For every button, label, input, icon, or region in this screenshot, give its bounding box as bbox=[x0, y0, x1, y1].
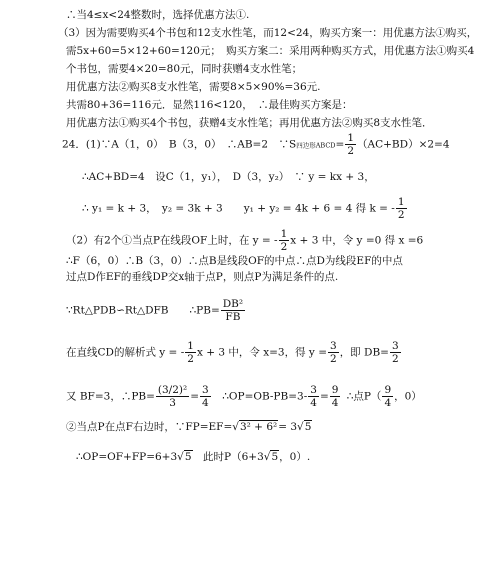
fraction: $\frac{3}{4}$ bbox=[310, 384, 317, 409]
formula-line: ∴OP=OF+FP=6+3√5 此时P（6+3√5，0）. bbox=[76, 451, 311, 463]
text-line: 用优惠方法②购买8支水性笔，需要8×5×90%=36元. bbox=[66, 81, 321, 93]
fraction: $\frac{3}{4}$ bbox=[202, 384, 209, 409]
fraction: $\frac{9}{4}$ bbox=[384, 384, 392, 409]
text-line: ∴当4≤x<24整数时，选择优惠方法①. bbox=[66, 9, 250, 21]
fraction: $\frac{9}{4}$ bbox=[331, 384, 339, 409]
sqrt: √5 bbox=[263, 451, 279, 463]
text-line: 需5x+60=5×12+60=120元； 购买方案二：采用两种购买方式，用优惠方法①购买4 bbox=[66, 45, 475, 57]
text-line: （3）因为需要购买4个书包和12支水性笔，而12<24，购买方案一：用优惠方法①购买， bbox=[58, 27, 478, 39]
fraction: $\frac{1}{2}$ bbox=[347, 132, 355, 157]
text-line: 用优惠方法①购买4个书包，获赠4支水性笔；再用优惠方法②购买8支水性笔． bbox=[66, 117, 433, 129]
fraction: $\frac{\text{(3/2)²}}{3}$ bbox=[157, 384, 188, 409]
sqrt: √5 bbox=[297, 421, 312, 433]
text-line: ∴F（6，0）∴B（3，0）∴点B是线段OF的中点∴点D为线段EF的中点 bbox=[66, 255, 403, 267]
subscript: 四边形ABCD bbox=[296, 141, 336, 150]
fraction: $\frac{3}{2}$ bbox=[391, 340, 399, 365]
text-line: 过点D作EF的垂线DP交x轴于点P，则点P为满足条件的点. bbox=[66, 271, 339, 283]
fraction: $\frac{3}{2}$ bbox=[330, 340, 337, 365]
fraction: $\frac{1}{2}$ bbox=[397, 196, 405, 221]
formula-line: 在直线CD的解析式 y = - $\frac{1}{2}$ x + 3 中，令 x=3，得 y = $\frac{3}{2}$ ，即 DB= $\frac{3}{2}$ bbox=[66, 340, 399, 365]
sqrt: √5 bbox=[177, 451, 192, 463]
formula-line: ∴ y₁ = k + 3， y₂ = 3k + 3 y₁ + y₂ = 4k + 6 = 4 得 k = - $\frac{1}{2}$ bbox=[82, 196, 405, 221]
formula-line: （2）有2个①当点P在线段OF上时，在 y = - $\frac{1}{2}$ x + 3 中，令 y =0 得 x =6 bbox=[66, 228, 424, 253]
fraction: $\frac{1}{2}$ bbox=[280, 228, 288, 253]
formula-line: ∵Rt△PDB∽Rt△DFB ∴PB= $\frac{\text{DB²}}{FB}$ bbox=[66, 298, 244, 323]
formula-line: 又 BF=3，∴PB= $\frac{\text{(3/2)²}}{3}$ = $\frac{3}{4}$ ∴OP=OB-PB=3- $\frac{3}{4}$ = $\frac{9}{4}$ ∴点P（ $\frac{9}{4}$ ，0） bbox=[66, 384, 422, 409]
sqrt: √3² + 6² bbox=[232, 421, 278, 433]
text-line: ∴AC+BD=4 设C（1，y₁）， D（3，y₂） ∵ y = kx + 3， bbox=[82, 171, 375, 183]
formula-line: ②当点P在点F右边时，∵FP=EF=√3² + 6²= 3√5 bbox=[66, 421, 312, 433]
fraction: $\frac{1}{2}$ bbox=[187, 340, 194, 365]
formula-line: 24．(1)∵A（1，0） B（3，0） ∴AB=2 ∵S四边形ABCD= $\frac{1}{2}$ （AC+BD）×2=4 bbox=[62, 132, 450, 157]
text-line: 共需80+36=116元．显然116<120， ∴最佳购买方案是： bbox=[66, 99, 353, 111]
text-line: 个书包，需要4×20=80元，同时获赠4支水性笔； bbox=[66, 63, 303, 75]
fraction: $\frac{\text{DB²}}{FB}$ bbox=[222, 298, 244, 323]
